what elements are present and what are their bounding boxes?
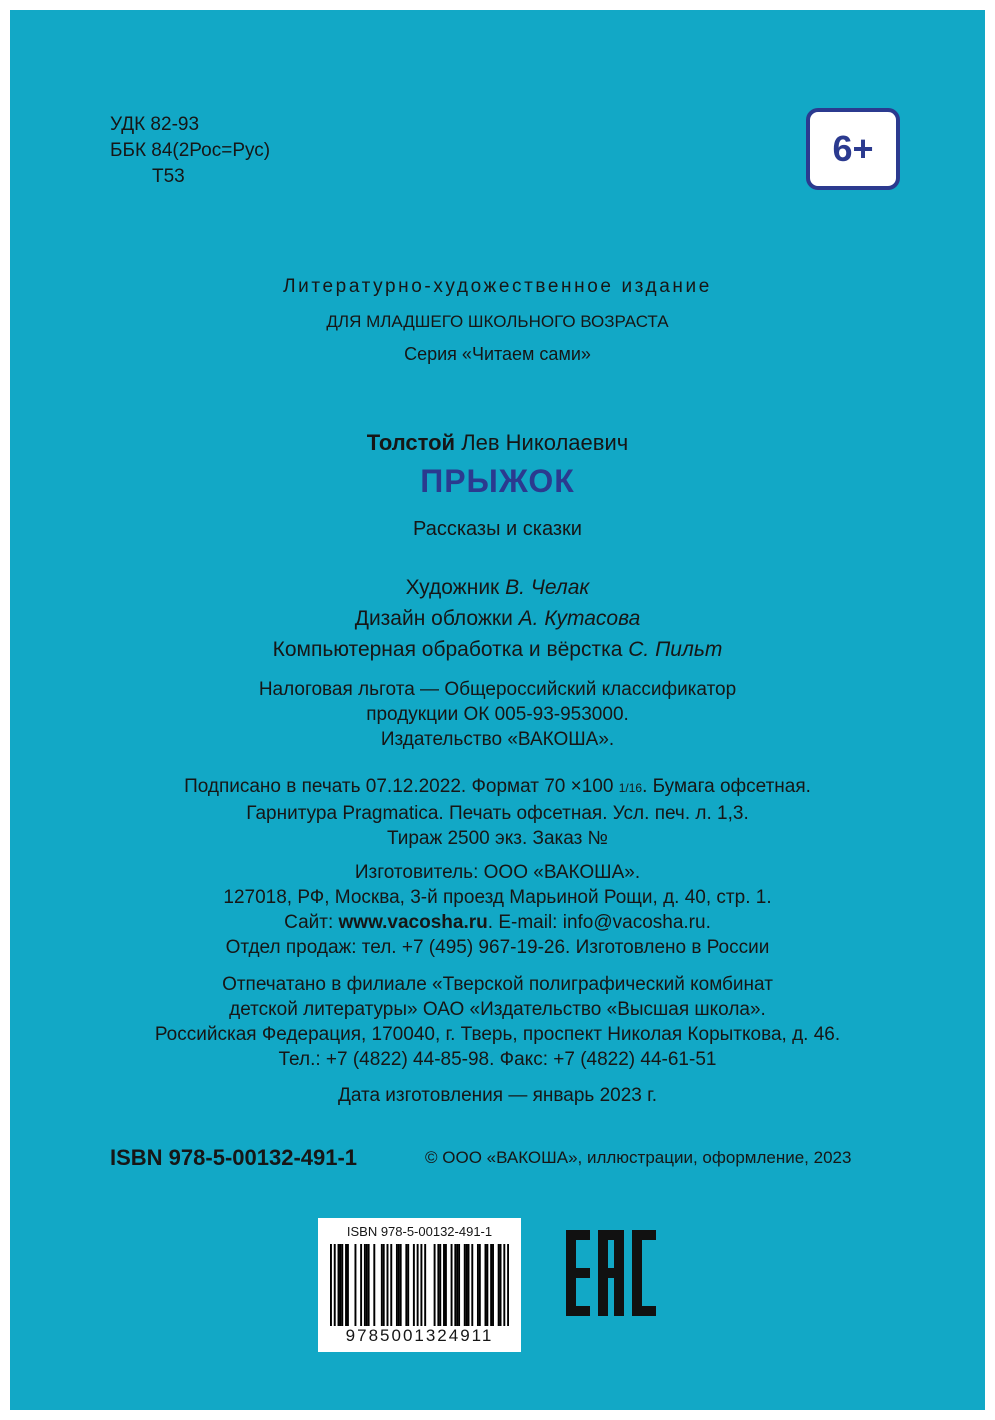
- credit-name: В. Челак: [505, 576, 590, 599]
- print-line: Гарнитура Pragmatica. Печать офсетная. Усл. печ. л. 1,3.: [246, 803, 749, 824]
- barcode-bar: [464, 1244, 466, 1326]
- site-link[interactable]: www.vacosha.ru: [338, 912, 488, 933]
- barcode-bar: [468, 1244, 470, 1326]
- tax-line: Издательство «ВАКОША».: [380, 729, 615, 750]
- barcode-bar: [458, 1244, 460, 1326]
- credit-line: [10, 603, 985, 634]
- credit-role: Компьютерная обработка и вёрстка: [272, 638, 629, 661]
- credit-role: Дизайн обложки: [354, 607, 519, 630]
- barcode-bar: [383, 1244, 385, 1326]
- print-line: Тираж 2500 экз. Заказ №: [386, 828, 609, 849]
- copyright: © ООО «ВАКОША», иллюстрации, оформление, 2023: [425, 1148, 852, 1167]
- print-format: Подписано в печать 07.12.2022. Формат 70 ×100: [184, 776, 619, 797]
- credit-role: Художник: [405, 576, 506, 599]
- barcode-bar: [485, 1244, 487, 1326]
- barcode-bar: [477, 1244, 479, 1326]
- barcode-bar: [330, 1244, 332, 1326]
- email-text: . E-mail: info@vacosha.ru.: [487, 912, 711, 933]
- barcode-bar: [479, 1244, 481, 1326]
- tax-line: Налоговая льгота — Общероссийский классификатор: [258, 679, 737, 700]
- barcode-bar: [434, 1244, 436, 1326]
- barcode-bar: [400, 1244, 402, 1326]
- printer-line: Отпечатано в филиале «Тверской полиграфический комбинат: [222, 974, 773, 995]
- barcode-bar: [451, 1244, 453, 1326]
- barcode-bar: [381, 1244, 383, 1326]
- manufacturer-block: [10, 860, 985, 960]
- udk-code: УДК 82-93: [110, 114, 200, 135]
- barcode-bar: [347, 1244, 349, 1326]
- back-cover: [10, 10, 985, 1410]
- format-fraction: 1/16: [618, 781, 643, 795]
- series-line: Серия «Читаем сами»: [404, 344, 591, 364]
- barcode-bar: [345, 1244, 347, 1326]
- printer-line: детской литературы» ОАО «Издательство «Высшая школа».: [229, 999, 766, 1020]
- credits-block: [10, 572, 985, 665]
- manufacture-date: Дата изготовления — январь 2023 г.: [337, 1085, 658, 1106]
- manufacturer-line: Изготовитель: ООО «ВАКОША».: [354, 862, 641, 883]
- barcode-bar: [413, 1244, 415, 1326]
- barcode: [318, 1218, 521, 1352]
- edition-type: Литературно-художественное издание: [283, 276, 712, 297]
- site-label: Сайт:: [284, 912, 339, 933]
- barcode-bar: [456, 1244, 458, 1326]
- barcode-bar: [366, 1244, 368, 1326]
- contact-line: [10, 910, 985, 935]
- printer-line: Тел.: +7 (4822) 44-85-98. Факс: +7 (4822) 44-61-51: [278, 1049, 717, 1070]
- barcode-bars: [330, 1244, 509, 1326]
- barcode-bar: [492, 1244, 494, 1326]
- tax-block: [10, 677, 985, 752]
- author-line: [10, 430, 985, 456]
- barcode-bar: [390, 1244, 392, 1326]
- sales-line: Отдел продаж: тел. +7 (495) 967-19-26. Изготовлено в России: [225, 937, 770, 958]
- bbk-code: ББК 84(2Рос=Рус): [110, 140, 271, 161]
- book-title: ПРЫЖОК: [420, 463, 575, 499]
- paper-type: . Бумага офсетная.: [642, 776, 811, 797]
- barcode-bar: [471, 1244, 473, 1326]
- tax-line: продукции ОК 005-93-953000.: [366, 704, 629, 725]
- credit-line: [10, 634, 985, 665]
- barcode-bar: [360, 1244, 362, 1326]
- barcode-bar: [424, 1244, 426, 1326]
- barcode-bar: [396, 1244, 398, 1326]
- printer-block: [10, 972, 985, 1072]
- barcode-bar: [486, 1244, 488, 1326]
- printer-line: Российская Федерация, 170040, г. Тверь, проспект Николая Корыткова, д. 46.: [154, 1024, 841, 1045]
- barcode-bar: [443, 1244, 445, 1326]
- print-line: [10, 774, 985, 801]
- barcode-bar: [500, 1244, 502, 1326]
- classification-block: [110, 112, 270, 190]
- barcode-bar: [466, 1244, 468, 1326]
- isbn: ISBN 978-5-00132-491-1: [110, 1145, 358, 1170]
- barcode-bar: [354, 1244, 356, 1326]
- barcode-bar: [334, 1244, 336, 1326]
- address-line: 127018, РФ, Москва, 3-й проезд Марьиной Рощи, д. 40, стр. 1.: [223, 887, 772, 908]
- barcode-bar: [490, 1244, 492, 1326]
- credit-name: А. Кутасова: [518, 607, 641, 630]
- author-surname: Толстой: [366, 430, 456, 455]
- barcode-bar: [437, 1244, 439, 1326]
- barcode-bar: [420, 1244, 422, 1326]
- barcode-bar: [498, 1244, 500, 1326]
- barcode-bar: [507, 1244, 509, 1326]
- barcode-bar: [407, 1244, 409, 1326]
- barcode-bar: [373, 1244, 375, 1326]
- book-subtitle: Рассказы и сказки: [413, 518, 582, 540]
- barcode-bar: [417, 1244, 419, 1326]
- barcode-digits: 9785001324911: [345, 1326, 494, 1345]
- print-info-block: [10, 774, 985, 851]
- barcode-isbn-label: ISBN 978-5-00132-491-1: [346, 1224, 493, 1239]
- author-mark: Т53: [152, 166, 185, 187]
- audience-line: ДЛЯ МЛАДШЕГО ШКОЛЬНОГО ВОЗРАСТА: [326, 312, 669, 331]
- barcode-bar: [454, 1244, 456, 1326]
- barcode-bar: [341, 1244, 343, 1326]
- eac-mark-icon: [566, 1230, 656, 1316]
- barcode-bar: [338, 1244, 340, 1326]
- barcode-bar: [339, 1244, 341, 1326]
- barcode-bar: [503, 1244, 505, 1326]
- credit-line: [10, 572, 985, 603]
- barcode-bar: [439, 1244, 441, 1326]
- author-names: Лев Николаевич: [455, 430, 629, 455]
- barcode-bar: [368, 1244, 370, 1326]
- barcode-bar: [387, 1244, 389, 1326]
- barcode-bar: [405, 1244, 407, 1326]
- credit-name: С. Пильт: [628, 638, 723, 661]
- barcode-bar: [364, 1244, 366, 1326]
- age-rating-badge: 6+: [806, 108, 900, 190]
- barcode-bar: [398, 1244, 400, 1326]
- barcode-bar: [445, 1244, 447, 1326]
